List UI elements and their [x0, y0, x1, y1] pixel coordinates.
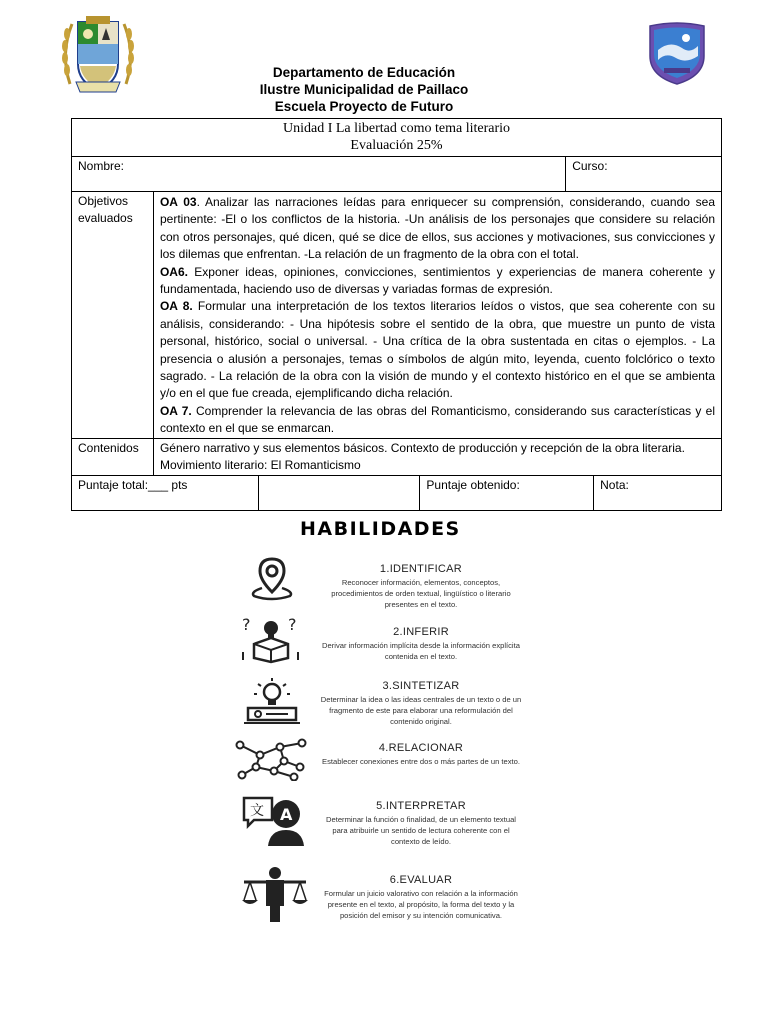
objective-description: Formular una interpretación de los textos literarios leídos o vistos, que sea coherente con su análisis, considerando: - Una hipótesis sobre el sentido de la obra, que muestre un punto de vista personal, histórico, social o universal. - Una crítica de la obra sustentada en citas o ejemplos. - La presencia o alusión a personajes, temas o símbolos de algún mito, leyenda, cuento folclórico o texto sagrado. - La relación de la obra con la visión de mundo y el contexto histórico en el que se ambienta y/o en el que fue creada, ejemplificando dicha relación. [159, 299, 715, 401]
skill-item [318, 680, 524, 727]
scale-person-icon [240, 866, 310, 924]
skill-description: Derivar información implícita desde la información explícita contenida en el texto. [322, 641, 520, 661]
skill-item [318, 563, 524, 610]
bulb-desk-icon [242, 676, 302, 726]
skill-item [318, 800, 524, 847]
obtained-score-field[interactable] [420, 475, 594, 510]
objectives-label: Objetivos evaluados [78, 194, 133, 225]
svg-text:?: ? [242, 615, 251, 634]
objective-item [160, 298, 715, 402]
name-label: Nombre: [78, 159, 125, 173]
contents-text: Género narrativo y sus elementos básicos. Contexto de producción y recepción de la obra literaria. Movimiento literario: El Romanticismo [153, 438, 721, 475]
course-label: Curso: [572, 159, 608, 173]
skill-name: 4.RELACIONAR [378, 742, 464, 754]
document-header [0, 64, 768, 115]
objective-code: OA 03 [159, 195, 197, 209]
unit-title: Unidad I La libertad como tema literario [282, 121, 511, 136]
objective-description: Comprender la relevancia de las obras del Romanticismo, considerando sus características y el contexto en el que se enmarcan. [159, 403, 715, 436]
municipality-name: Ilustre Municipalidad de Paillaco [259, 82, 469, 97]
unit-title-cell [72, 119, 722, 157]
course-field[interactable] [566, 157, 722, 192]
grade-field[interactable] [594, 475, 722, 510]
objective-item [160, 194, 715, 264]
objective-code: OA 7. [159, 403, 192, 418]
skill-description: Determinar la función o finalidad, de un elemento textual para atribuirle un sentido de lectura coherente con el contexto de leído. [326, 815, 516, 846]
name-field[interactable] [72, 157, 566, 192]
skill-name: 2.INFERIR [393, 626, 449, 638]
network-icon [234, 737, 308, 781]
blank-score-cell [258, 475, 420, 510]
total-score-label: Puntaje total:___ pts [78, 477, 188, 492]
skill-description: Formular un juicio valorativo con relación a la información presente en el texto, al propósito, la forma del texto y la posición del emisor y su intención comunicativa. [324, 889, 518, 920]
location-pin-icon [246, 556, 298, 602]
department-name: Departamento de Educación [272, 65, 456, 80]
obtained-score-label: Puntaje obtenido: [426, 477, 520, 492]
skill-name: 6.EVALUAR [389, 874, 453, 886]
objective-description: Exponer ideas, opiniones, convicciones, sentimientos y experiencias de manera coherente y fundamentada, haciendo uso de diversas y variadas formas de expresión. [159, 264, 715, 297]
skill-item [318, 742, 524, 767]
translate-speech-icon [240, 794, 308, 848]
objective-item [160, 403, 715, 438]
skill-name: 1.IDENTIFICAR [379, 563, 463, 575]
skill-item [318, 626, 524, 662]
skill-description: Reconocer información, elementos, conceptos, procedimientos de orden textual, lingüístico o literario presentes en el texto. [331, 578, 511, 609]
objectives-text [153, 192, 721, 439]
skill-name: 5.INTERPRETAR [376, 800, 466, 812]
school-name: Escuela Proyecto de Futuro [274, 99, 454, 114]
objective-code: OA 8. [159, 299, 193, 314]
evaluation-weight: Evaluación 25% [350, 138, 443, 153]
skill-name: 3.SINTETIZAR [382, 680, 460, 692]
skill-item [318, 874, 524, 921]
contents-label-cell [72, 438, 154, 475]
svg-text:A: A [280, 805, 293, 824]
skill-description: Determinar la idea o las ideas centrales de un texto o de un fragmento de este para elaborar una reformulación del contenido original. [320, 695, 522, 726]
contents-label: Contenidos [78, 440, 139, 455]
objectives-label-cell [72, 192, 154, 439]
objective-code: OA6. [159, 264, 188, 279]
total-score-field[interactable] [72, 475, 259, 510]
evaluation-table [71, 118, 722, 511]
svg-text:?: ? [288, 615, 297, 634]
objective-description: . Analizar las narraciones leídas para enriquecer su comprensión, considerando, cuando sea pertinente: -El o los conflictos de la historia. -Un análisis de los personajes que considere su relación con otros personajes, qué dicen, qué se dice de ellos, sus acciones y motivaciones, sus convicciones y los dilemas que enfrentan. -La relación de un fragmento de la obra con el total. [159, 195, 715, 262]
grade-label: Nota: [600, 477, 629, 492]
skill-description: Establecer conexiones entre dos o más partes de un texto. [322, 757, 520, 766]
objective-item [160, 264, 715, 299]
skills-title: HABILIDADES [300, 518, 461, 540]
lightbulb-box-icon [238, 612, 304, 664]
svg-text:文: 文 [250, 803, 264, 819]
